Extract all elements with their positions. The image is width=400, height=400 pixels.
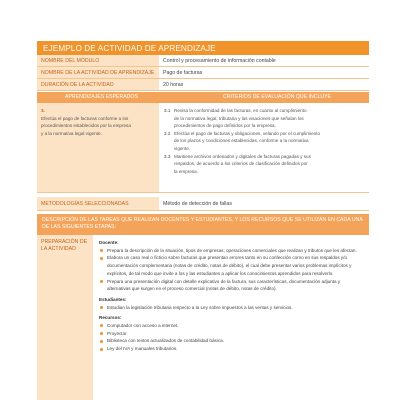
- criterio-line: procedimientos de pago definidos por la empresa.: [174, 123, 276, 129]
- metodologia-value: Método de detección de fallas: [159, 197, 369, 210]
- modulo-label: NOMBRE DEL MÓDULO: [37, 55, 159, 66]
- descripcion-header: DESCRIPCIÓN DE LAS TAREAS QUE REALIZAN DOCENTES Y ESTUDIANTES, Y LOS RECURSOS QUE SE UTILIZAN EN CADA UNA DE LAS SIGUIENTES ETAPAS:: [37, 214, 369, 235]
- header-criterios: CRITERIOS DE EVALUACIÓN QUE INCLUYE: [223, 94, 331, 100]
- aprendizaje-line: Efectúa el pago de facturas conforme a los: [41, 115, 129, 121]
- criterio-number: 3.2: [164, 130, 171, 136]
- criterios-cell: [159, 103, 369, 192]
- recurso-item: Ley del IVA y manuales tributarios.: [99, 345, 363, 353]
- actividad-label: NOMBRE DE LA ACTIVIDAD DE APRENDIZAJE: [37, 67, 159, 78]
- actividad-value: Pago de facturas: [159, 67, 369, 78]
- criterio-number: 3.3: [164, 153, 171, 159]
- metodologia-label: METODOLOGÍAS SELECCIONADAS: [37, 197, 159, 210]
- aprendizaje-number: 3.: [41, 108, 45, 113]
- criterio-line: Revisa la conformidad de las facturas, en cuanto al cumplimiento: [174, 108, 307, 113]
- header-aprendizajes: APRENDIZAJES ESPERADOS: [65, 94, 138, 100]
- recurso-item: Proyector.: [99, 330, 363, 338]
- criterio-line: la empresa.: [174, 168, 199, 174]
- page-title: EJEMPLO DE ACTIVIDAD DE APRENDIZAJE: [37, 41, 369, 55]
- duracion-value: 20 horas: [159, 79, 369, 90]
- docente-item: Prepara una presentación digital con detalle explicativo de la factura, sus características, documentación adjunta y alternativas que surgen en el proceso comercial (notas de débito, notas de crédito).: [99, 278, 363, 293]
- criterio-item: [164, 153, 364, 176]
- duracion-row: [37, 79, 369, 91]
- criterio-line: Efectúa el pago de facturas y obligaciones, velando por el cumplimiento: [174, 130, 321, 136]
- criterio-item: [164, 107, 364, 130]
- info-table: [37, 55, 369, 215]
- criterio-line: de la normativa legal, tributaria y las visaciones que señalan los: [174, 115, 304, 121]
- criterio-line: respaldos, de acuerdo a los criterios de clasificación definidos por: [174, 161, 308, 167]
- docente-item: Prepara la descripción de la situación, tipos de empresas, operaciones comerciales que realizan y tributos que les afectan.: [99, 247, 363, 255]
- criterio-line: vigente.: [174, 145, 191, 151]
- criterio-item: [164, 130, 364, 153]
- estudiantes-title: Estudiantes:: [99, 296, 127, 302]
- modulo-value: Control y procesamiento de información contable: [159, 55, 369, 66]
- docente-title: Docente:: [99, 240, 119, 245]
- recurso-item: Biblioteca con textos actualizados de contabilidad básica.: [99, 337, 363, 345]
- actividad-row: [37, 67, 369, 79]
- metodologia-row: [37, 197, 369, 211]
- criterio-number: 3.1: [164, 108, 171, 113]
- table-header: [37, 92, 369, 103]
- modulo-row: [37, 55, 369, 67]
- preparacion-content: [93, 235, 369, 400]
- aprendizaje-line: y a la normativa legal vigente.: [41, 130, 102, 136]
- estudiantes-item: Estudian la legislación tributaria respecto a la Ley sobre impuestos a las ventas y servicios.: [99, 304, 363, 312]
- aprendizaje-row: [37, 103, 369, 193]
- criterio-line: Mantiene archivos ordenados y digitales de facturas pagadas y sus: [174, 153, 311, 159]
- criterio-line: de los plazos y condiciones establecidas, conforme a la normativa: [174, 138, 309, 144]
- docente-item: Elabora un caso real o ficticio sobre facturas que presentan errores tanto en su confección como en sus respaldos y/o documentación complementaria (notas de crédito, notas de débito), el cual debe presentar varios problemas implícitos y explícitos, de tal modo que invite a los y las estudiantes a aplicar los conocimientos aprendidos para resolverlo.: [99, 254, 363, 277]
- aprendizaje-cell: [37, 103, 159, 192]
- recurso-item: Computador con acceso a internet.: [99, 322, 363, 330]
- preparacion-label: PREPARACIÓN DE LA ACTIVIDAD: [37, 235, 93, 400]
- duracion-label: DURACIÓN DE LA ACTIVIDAD: [37, 79, 159, 90]
- recursos-title: Recursos:: [99, 315, 122, 321]
- aprendizaje-line: procedimientos establecidos por la empresa: [41, 123, 131, 129]
